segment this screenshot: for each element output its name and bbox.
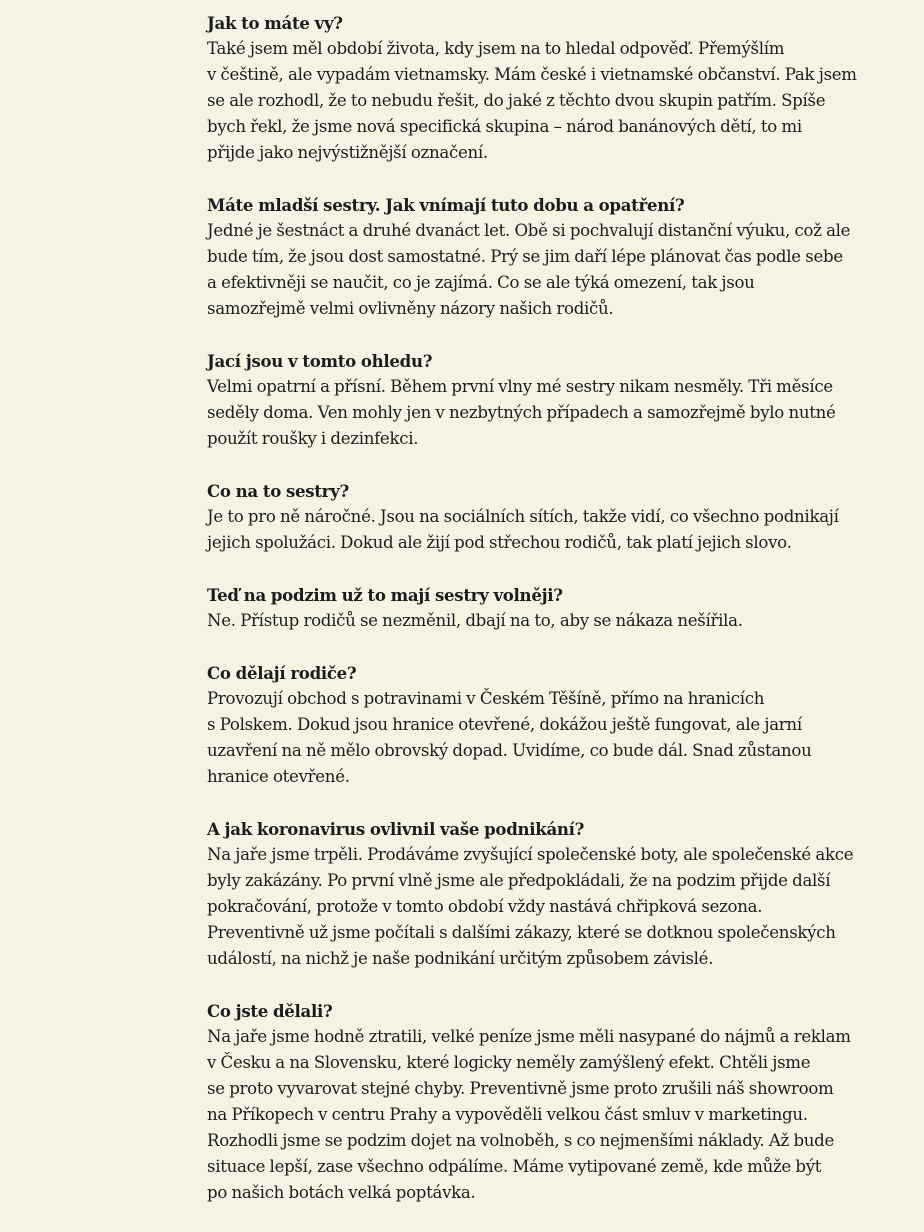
qa-block — [207, 10, 857, 166]
interview-question: Teď na podzim už to mají sestry volněji? — [207, 585, 563, 605]
answer-line: použít roušky i dezinfekci. — [207, 429, 419, 448]
answer-line: Ne. Přístup rodičů se nezměnil, dbají na to, aby se nákaza nešířila. — [207, 611, 743, 630]
answer-line: bude tím, že jsou dost samostatné. Prý se jim daří lépe plánovat čas podle sebe — [207, 247, 843, 266]
qa-block — [207, 478, 839, 556]
interview-answer — [207, 842, 854, 972]
qa-block — [207, 348, 836, 452]
answer-line: na Příkopech v centru Prahy a vypověděli velkou část smluv v marketingu. — [207, 1105, 808, 1124]
answer-line: a efektivněji se naučit, co je zajímá. Co se ale týká omezení, tak jsou — [207, 273, 755, 292]
answer-line: událostí, na nichž je naše podnikání určitým způsobem závislé. — [207, 949, 714, 968]
interview-question: Jak to máte vy? — [207, 13, 343, 33]
interview-answer — [207, 218, 851, 322]
interview-question: Co dělají rodiče? — [207, 663, 357, 683]
answer-line: Jedné je šestnáct a druhé dvanáct let. Obě si pochvalují distanční výuku, což ale — [207, 221, 851, 240]
interview-answer — [207, 36, 857, 166]
answer-line: v češtině, ale vypadám vietnamsky. Mám české i vietnamské občanství. Pak jsem — [207, 65, 857, 84]
answer-line: v Česku a na Slovensku, které logicky neměly zamýšlený efekt. Chtěli jsme — [207, 1053, 811, 1072]
answer-line: Provozují obchod s potravinami v Českém Těšíně, přímo na hranicích — [207, 689, 765, 708]
answer-line: se proto vyvarovat stejné chyby. Preventivně jsme proto zrušili náš showroom — [207, 1079, 834, 1098]
answer-line: jejich spolužáci. Dokud ale žijí pod střechou rodičů, tak platí jejich slovo. — [207, 533, 792, 552]
interview-answer — [207, 686, 819, 790]
answer-line: bych řekl, že jsme nová specifická skupina – národ banánových dětí, to mi — [207, 117, 802, 136]
interview-answer — [207, 608, 819, 634]
answer-line: seděly doma. Ven mohly jen v nezbytných případech a samozřejmě bylo nutné — [207, 403, 836, 422]
answer-line: hranice otevřené. — [207, 767, 350, 786]
interview-question: Máte mladší sestry. Jak vnímají tuto dobu a opatření? — [207, 195, 685, 215]
interview-question: Co na to sestry? — [207, 481, 349, 501]
interview-answer — [207, 1024, 851, 1206]
answer-line: přijde jako nejvýstižnější označení. — [207, 143, 488, 162]
interview-article — [207, 10, 857, 1232]
answer-line: se ale rozhodl, že to nebudu řešit, do jaké z těchto dvou skupin patřím. Spíše — [207, 91, 826, 110]
interview-question: A jak koronavirus ovlivnil vaše podnikání? — [207, 819, 585, 839]
answer-line: pokračování, protože v tomto období vždy nastává chřipková sezona. — [207, 897, 763, 916]
interview-answer — [207, 374, 836, 452]
answer-line: situace lepší, zase všechno odpálíme. Máme vytipované země, kde může být — [207, 1157, 822, 1176]
interview-question: Co jste dělali? — [207, 1001, 333, 1021]
answer-line: Velmi opatrní a přísní. Během první vlny mé sestry nikam nesměly. Tři měsíce — [207, 377, 833, 396]
qa-block — [207, 660, 819, 790]
answer-line: po našich botách velká poptávka. — [207, 1183, 476, 1202]
answer-line: samozřejmě velmi ovlivněny názory našich rodičů. — [207, 299, 614, 318]
qa-block — [207, 192, 851, 322]
qa-block — [207, 816, 854, 972]
answer-line: byly zakázány. Po první vlně jsme ale předpokládali, že na podzim přijde další — [207, 871, 831, 890]
answer-line: Také jsem měl období života, kdy jsem na to hledal odpověď. Přemýšlím — [207, 39, 785, 58]
answer-line: Na jaře jsme hodně ztratili, velké peníze jsme měli nasypané do nájmů a reklam — [207, 1027, 851, 1046]
answer-line: s Polskem. Dokud jsou hranice otevřené, dokážou ještě fungovat, ale jarní — [207, 715, 802, 734]
answer-line: Je to pro ně náročné. Jsou na sociálních sítích, takže vidí, co všechno podnikají — [207, 507, 839, 526]
qa-block — [207, 582, 819, 634]
interview-answer — [207, 504, 839, 556]
answer-line: Rozhodli jsme se podzim dojet na volnoběh, s co nejmenšími náklady. Až bude — [207, 1131, 835, 1150]
qa-block — [207, 998, 851, 1206]
answer-line: Na jaře jsme trpěli. Prodáváme zvyšující společenské boty, ale společenské akce — [207, 845, 854, 864]
answer-line: uzavření na ně mělo obrovský dopad. Uvidíme, co bude dál. Snad zůstanou — [207, 741, 812, 760]
interview-question: Jací jsou v tomto ohledu? — [207, 351, 433, 371]
answer-line: Preventivně už jsme počítali s dalšími zákazy, které se dotknou společenských — [207, 923, 836, 942]
